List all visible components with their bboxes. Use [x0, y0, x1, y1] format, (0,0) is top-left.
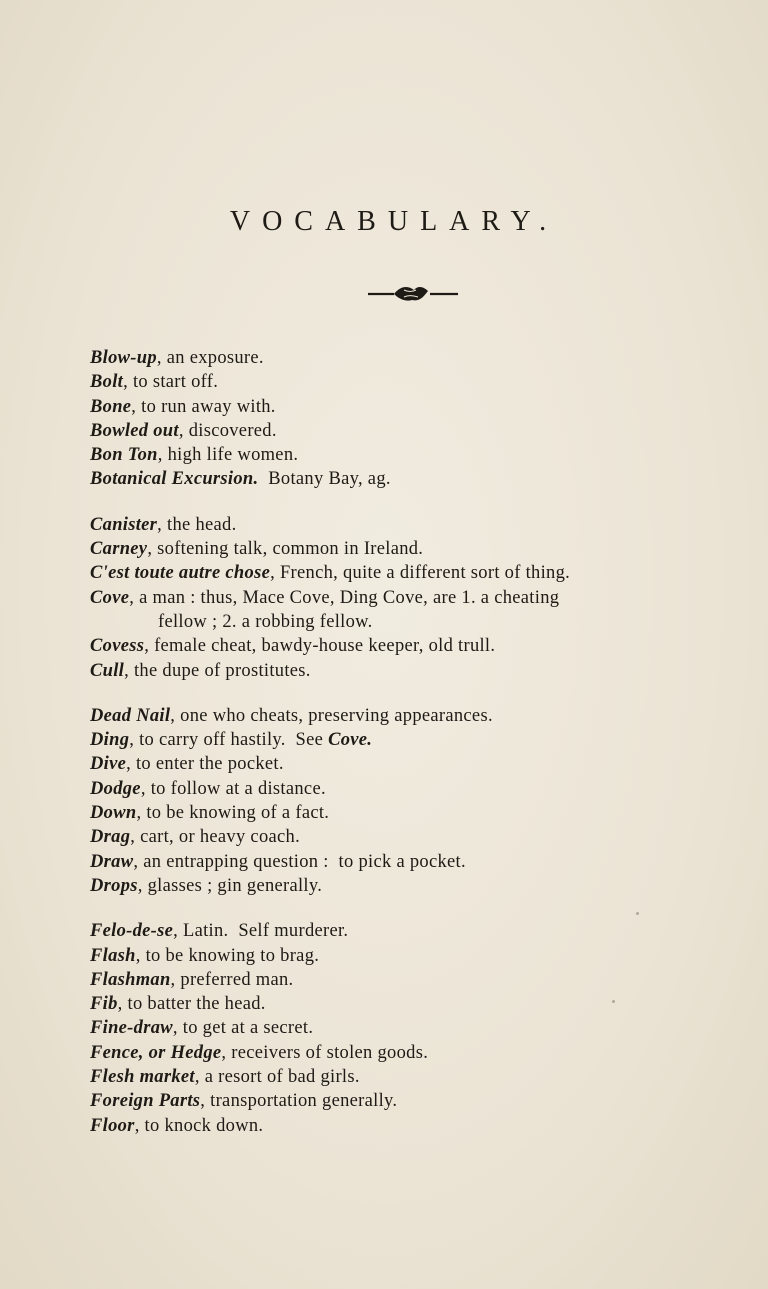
vocabulary-entry — [90, 919, 750, 943]
vocabulary-entry — [90, 346, 750, 370]
entry-definition: a resort of bad girls. — [199, 1067, 360, 1088]
vocabulary-entry — [90, 992, 750, 1016]
entry-separator: , — [123, 372, 129, 393]
entry-cross-reference: Cove. — [328, 730, 373, 751]
vocabulary-entry — [90, 801, 750, 825]
vocabulary-entry — [90, 537, 750, 561]
entry-group — [90, 704, 750, 898]
entry-headword: Blow-up — [90, 348, 157, 368]
entry-definition: an entrapping question : to pick a pocket. — [138, 851, 466, 872]
entry-separator: , — [130, 827, 136, 848]
vocabulary-entry — [90, 1016, 750, 1040]
entry-headword: Carney — [90, 539, 148, 560]
vocabulary-list — [90, 346, 750, 1159]
vocabulary-entry — [90, 752, 750, 776]
vocabulary-entry — [90, 561, 750, 585]
entry-headword: Dive — [90, 754, 127, 775]
entry-definition: Latin. Self murderer. — [178, 921, 349, 942]
entry-separator: , — [135, 945, 141, 966]
entry-headword: Fence, or Hedge — [90, 1042, 222, 1063]
vocabulary-entry — [90, 586, 750, 610]
entry-definition: the head. — [162, 514, 237, 535]
entry-definition: to start off. — [128, 372, 219, 393]
entry-group — [90, 513, 750, 683]
entry-group — [90, 346, 750, 492]
entry-separator: , — [131, 396, 137, 417]
vocabulary-entry — [90, 704, 750, 728]
paper-speck — [636, 912, 639, 915]
entry-definition: high life women. — [162, 445, 299, 466]
vocabulary-entry — [90, 1089, 750, 1113]
paper-speck — [612, 1000, 615, 1003]
vocabulary-entry — [90, 728, 750, 752]
vocabulary-entry — [90, 513, 750, 537]
entry-definition: preferred man. — [175, 969, 294, 990]
entry-separator: , — [126, 754, 132, 775]
entry-definition: an exposure. — [161, 348, 264, 368]
vocabulary-entry — [90, 370, 750, 394]
entry-headword: Floor — [90, 1115, 135, 1136]
entry-separator: , — [170, 705, 176, 726]
vocabulary-entry — [90, 659, 750, 683]
entry-separator: , — [156, 348, 162, 368]
vocabulary-entry — [90, 1114, 750, 1138]
entry-headword: Dead Nail — [90, 705, 171, 726]
entry-headword: Canister — [90, 514, 158, 535]
ornament-divider-icon — [368, 282, 458, 306]
entry-separator: , — [147, 539, 153, 560]
entry-headword: Fib — [90, 994, 118, 1015]
entry-separator: , — [129, 730, 135, 751]
vocabulary-entry — [90, 467, 750, 491]
vocabulary-entry — [90, 634, 750, 658]
entry-definition: to be knowing of a fact. — [141, 803, 330, 824]
entry-definition: cart, or heavy coach. — [135, 827, 300, 848]
entry-separator: , — [157, 514, 163, 535]
entry-definition: to carry off hastily. See — [134, 730, 329, 751]
entry-definition: to follow at a distance. — [145, 778, 326, 799]
vocabulary-entry — [90, 1065, 750, 1089]
entry-definition: receivers of stolen goods. — [226, 1042, 429, 1063]
entry-separator: , — [194, 1067, 200, 1088]
entry-definition: transportation generally. — [205, 1091, 398, 1112]
entry-separator: , — [178, 420, 184, 441]
vocabulary-entry — [90, 968, 750, 992]
entry-headword: Foreign Parts — [90, 1091, 201, 1112]
entry-definition: Botany Bay, ag. — [258, 469, 391, 490]
entry-definition: to batter the head. — [122, 994, 266, 1015]
entry-headword: Bone — [90, 396, 132, 417]
entry-headword: Dodge — [90, 778, 141, 799]
entry-definition: to enter the pocket. — [131, 754, 284, 775]
page-title: VOCABULARY. — [229, 206, 559, 237]
vocabulary-entry — [90, 395, 750, 419]
entry-continuation: fellow ; 2. a robbing fellow. — [158, 611, 373, 632]
entry-separator: , — [172, 1018, 178, 1039]
entry-headword: Covess — [90, 636, 145, 657]
entry-separator: , — [270, 563, 276, 584]
entry-separator: , — [129, 587, 135, 608]
entry-headword: Felo-de-se — [90, 921, 174, 942]
entry-group — [90, 919, 750, 1138]
entry-headword: Drops — [90, 875, 138, 896]
vocabulary-entry — [90, 825, 750, 849]
vocabulary-entry — [90, 944, 750, 968]
entry-definition: a man : thus, Mace Cove, Ding Cove, are 1. a cheating — [134, 587, 560, 608]
entry-separator: , — [173, 921, 179, 942]
entry-headword: Fine-draw — [90, 1018, 173, 1039]
entry-definition: to knock down. — [139, 1115, 264, 1136]
entry-separator: , — [136, 803, 142, 824]
entry-definition: the dupe of prostitutes. — [129, 660, 311, 681]
entry-headword: Down — [90, 803, 137, 824]
entry-headword: Flashman — [90, 969, 171, 990]
entry-headword: Flesh market — [90, 1067, 195, 1088]
entry-separator: , — [221, 1042, 227, 1063]
entry-definition: glasses ; gin generally. — [142, 875, 323, 896]
entry-headword: Bolt — [90, 372, 124, 393]
entry-separator: , — [137, 875, 143, 896]
entry-headword: Ding — [90, 730, 130, 751]
entry-headword: Flash — [90, 945, 136, 966]
entry-headword: Bowled out — [90, 420, 179, 441]
entry-headword: C'est toute autre chose — [90, 563, 271, 584]
entry-headword: Botanical Excursion. — [90, 469, 259, 490]
entry-separator: , — [170, 969, 176, 990]
entry-separator: , — [124, 660, 130, 681]
entry-definition: to run away with. — [136, 396, 276, 417]
entry-definition: softening talk, common in Ireland. — [152, 539, 424, 560]
entry-definition: to get at a secret. — [177, 1018, 314, 1039]
entry-separator: , — [140, 778, 146, 799]
entry-separator: , — [157, 445, 163, 466]
entry-separator: , — [144, 636, 150, 657]
vocabulary-entry — [90, 777, 750, 801]
entry-definition: one who cheats, preserving appearances. — [175, 705, 493, 726]
vocabulary-entry — [90, 1041, 750, 1065]
entry-headword: Bon Ton — [90, 445, 158, 466]
entry-headword: Draw — [90, 851, 134, 872]
entry-definition: to be knowing to brag. — [140, 945, 320, 966]
vocabulary-entry — [90, 850, 750, 874]
vocabulary-entry — [90, 874, 750, 898]
entry-headword: Cull — [90, 660, 125, 681]
entry-headword: Cove — [90, 587, 130, 608]
entry-definition: discovered. — [183, 420, 277, 441]
entry-definition: French, quite a different sort of thing. — [275, 563, 571, 584]
entry-definition: female cheat, bawdy-house keeper, old trull. — [149, 636, 496, 657]
entry-headword: Drag — [90, 827, 131, 848]
entry-separator: , — [200, 1091, 206, 1112]
entry-separator: , — [133, 851, 139, 872]
vocabulary-entry — [90, 419, 750, 443]
entry-separator: , — [134, 1115, 140, 1136]
vocabulary-entry — [90, 443, 750, 467]
entry-separator: , — [117, 994, 123, 1015]
